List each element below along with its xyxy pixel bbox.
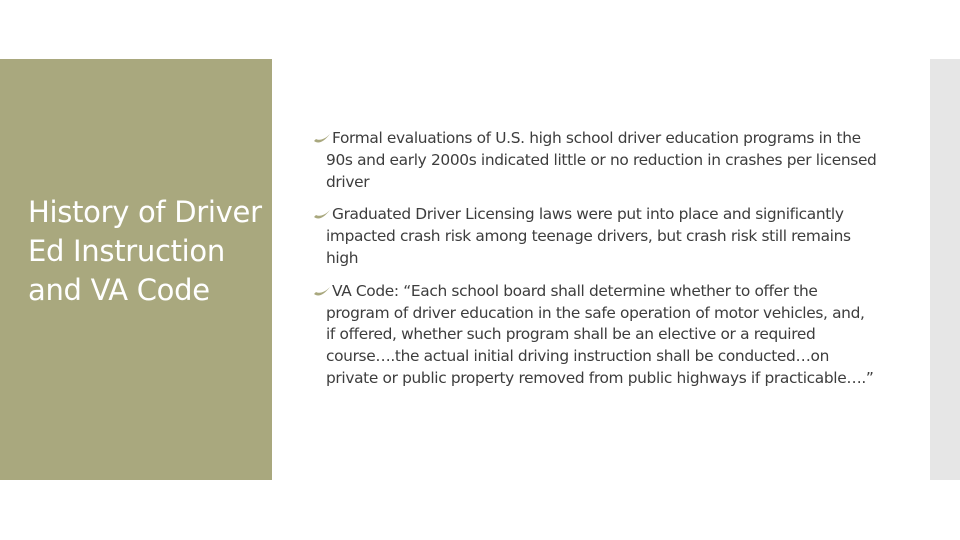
swoosh-bullet-icon <box>313 132 331 146</box>
bullet-list <box>313 128 878 401</box>
bullet-text: Graduated Driver Licensing laws were put into place and significantly impacted crash risk among teenage drivers, but crash risk still remains high <box>326 205 851 267</box>
bullet-item <box>313 128 878 193</box>
bullet-text: VA Code: “Each school board shall determine whether to offer the program of driver education in the safe operation of motor vehicles, and, if offered, whether such program shall be an elective or a required course….the actual initial driving instruction shall be conducted…on private or public property removed from public highways if practicable….” <box>326 281 874 387</box>
bullet-item <box>313 281 878 390</box>
bullet-item <box>313 204 878 269</box>
swoosh-bullet-icon <box>313 285 331 299</box>
bullet-text: Formal evaluations of U.S. high school driver education programs in the 90s and early 2000s indicated little or no reduction in crashes per licensed driver <box>326 129 877 191</box>
swoosh-bullet-icon <box>313 208 331 222</box>
right-edge-strip <box>930 59 960 480</box>
slide-title: History of Driver Ed Instruction and VA Code <box>28 195 262 307</box>
